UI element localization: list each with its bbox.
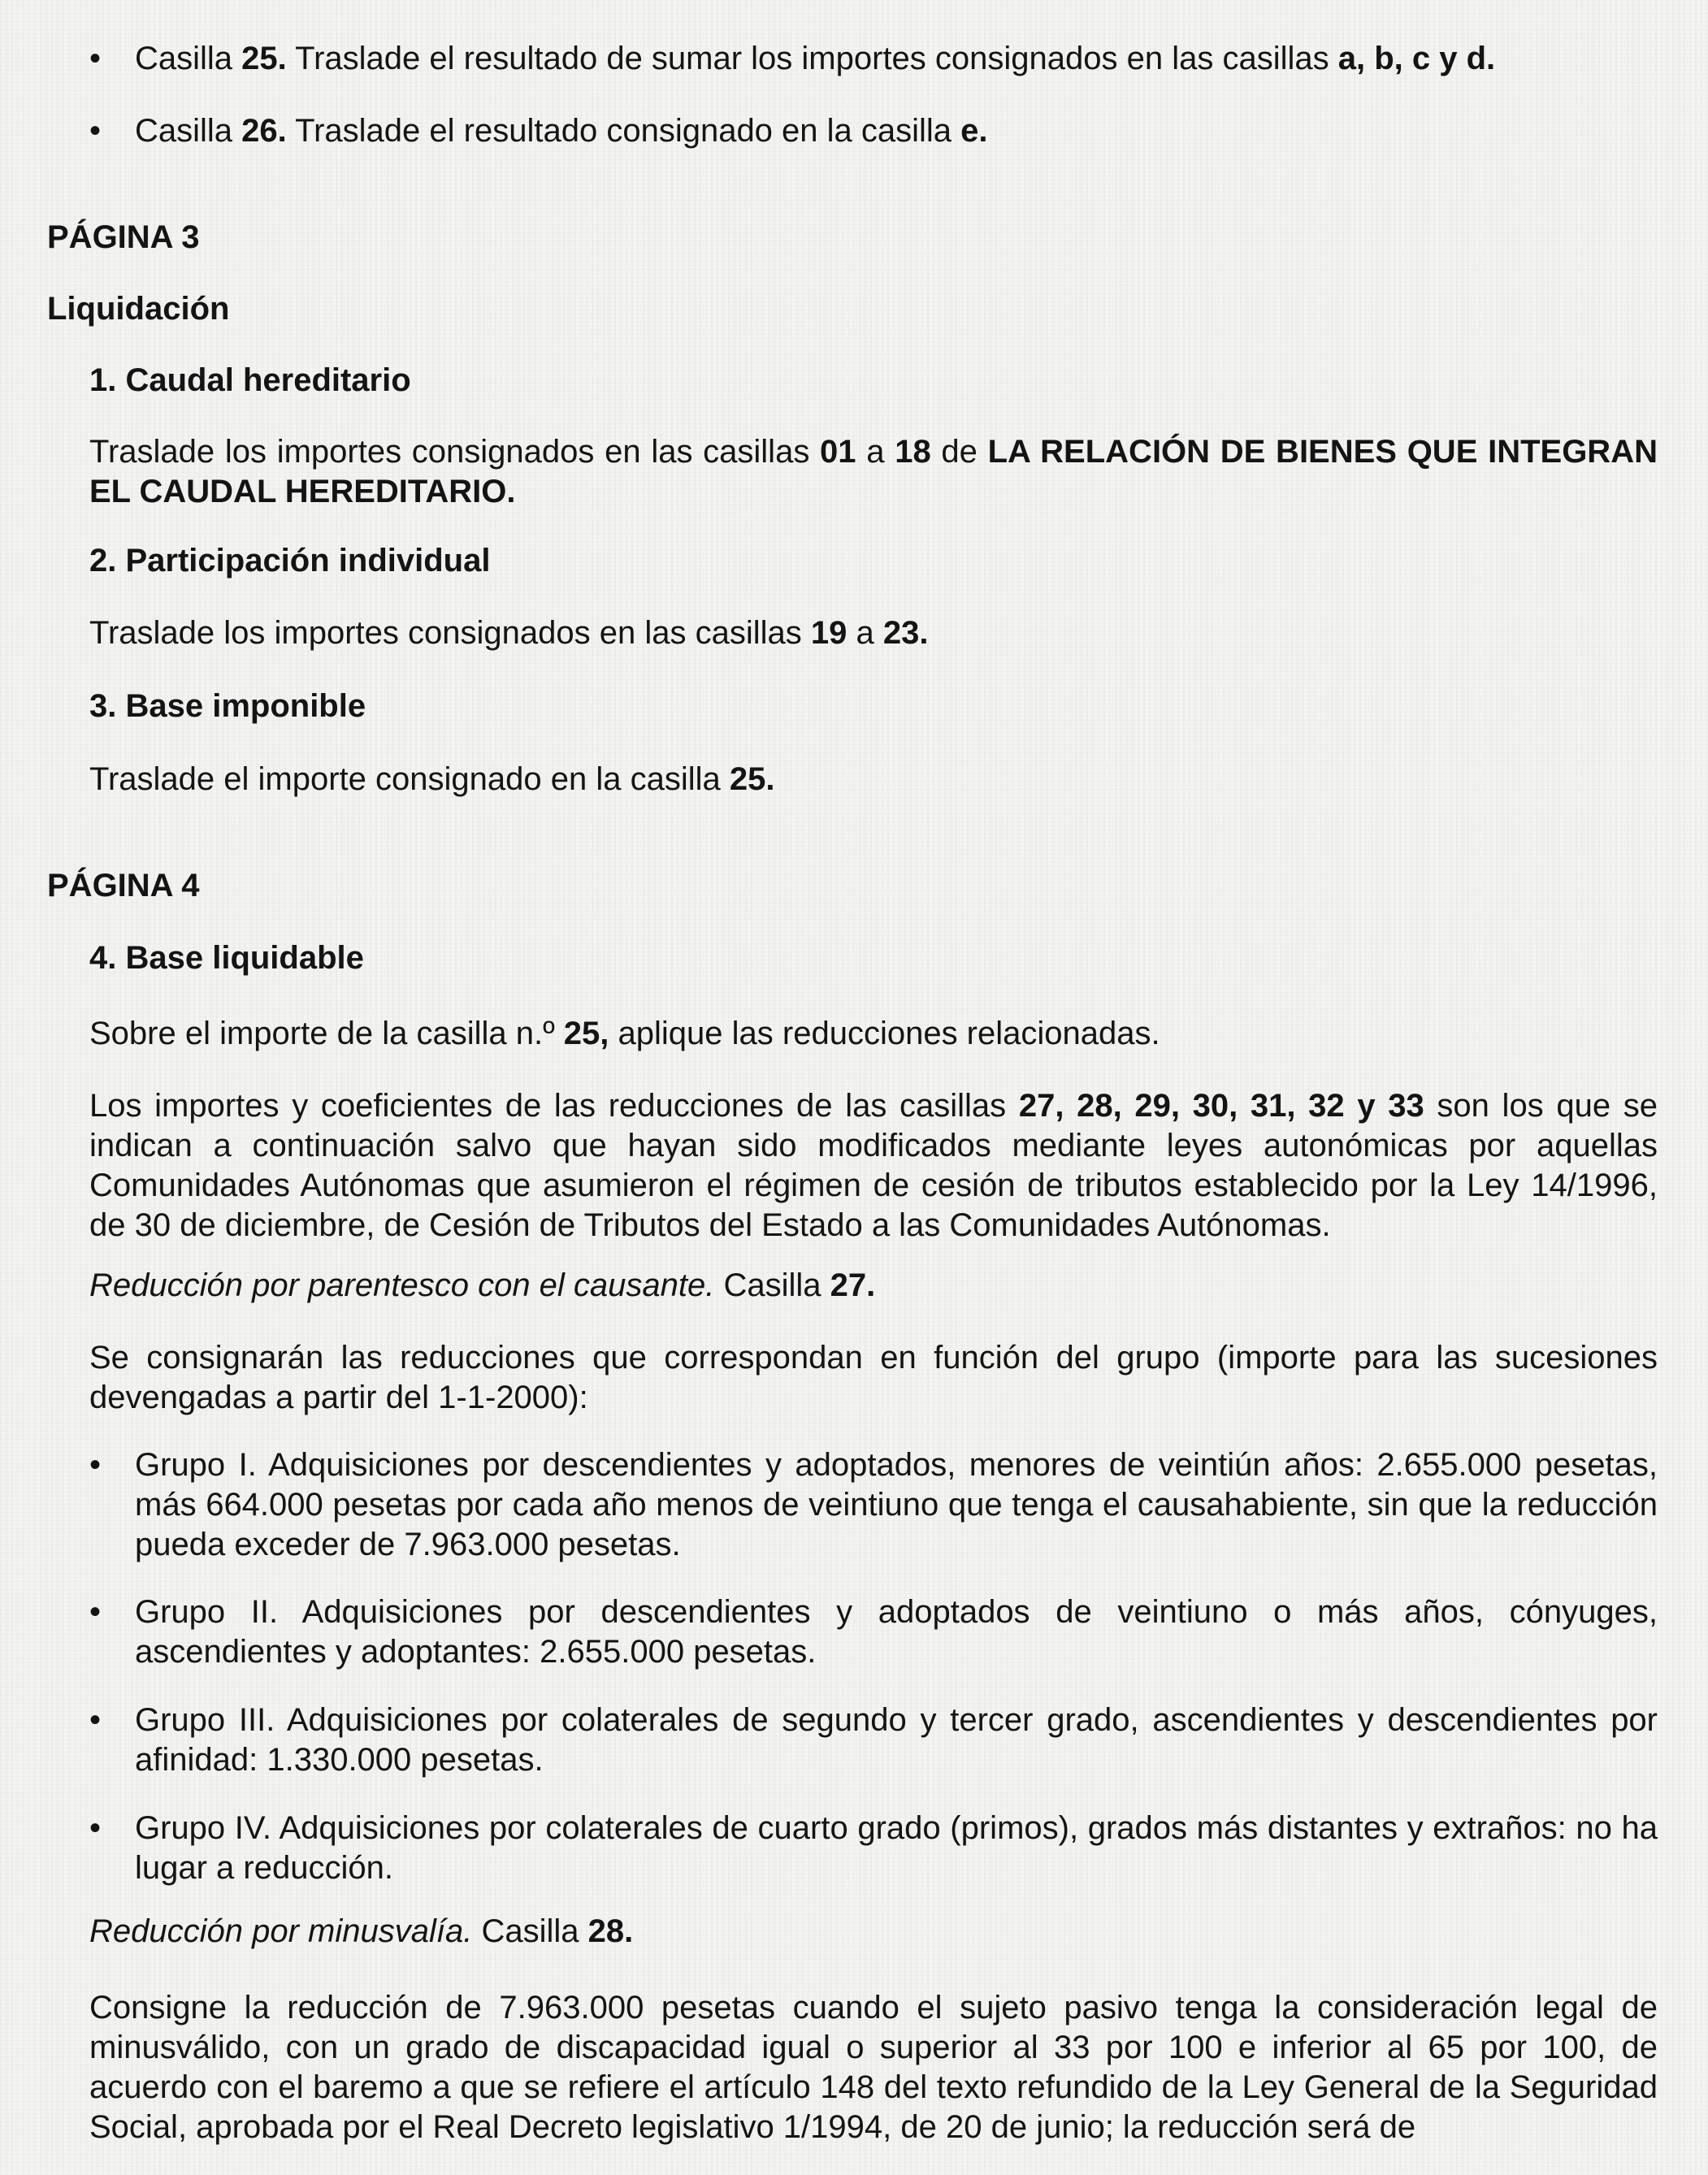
- bullet-dot: •: [89, 113, 102, 149]
- bullet-casilla-25: [89, 39, 1658, 79]
- page-3-heading: PÁGINA 3: [47, 219, 200, 255]
- reduccion-minusvalia-heading: Reducción por minusvalía. Casilla 28.: [89, 1913, 634, 1949]
- bullet-dot: •: [89, 41, 102, 76]
- casilla-26-text: Casilla 26. Traslade el resultado consignado en la casilla e.: [135, 113, 988, 149]
- page-4-heading: PÁGINA 4: [47, 868, 200, 903]
- grupo-item: [89, 1445, 1658, 1565]
- grupo-text: Grupo III. Adquisiciones por colaterales de segundo y tercer grado, ascendientes y descendientes por afinidad: 1.330.000 pesetas.: [135, 1702, 1658, 1778]
- bullet-dot: •: [89, 1810, 102, 1846]
- grupo-item: [89, 1701, 1658, 1780]
- section-caudal-hereditario-title: 1. Caudal hereditario: [89, 362, 411, 398]
- grupo-text: Grupo I. Adquisiciones por descendientes y adoptados, menores de veintiún años: 2.655.000 pesetas, más 664.000 pesetas por cada año menos de veintiuno que tenga el causahabiente, sin que la reducción pueda exceder de 7.963.000 pesetas.: [135, 1447, 1658, 1562]
- grupo-item: [89, 1809, 1658, 1888]
- section-participacion-title: 2. Participación individual: [89, 543, 491, 578]
- bullet-casilla-26: [89, 111, 1658, 151]
- liquidacion-heading: Liquidación: [47, 291, 230, 327]
- reduccion-minusvalia-text: Consigne la reducción de 7.963.000 pesetas cuando el sujeto pasivo tenga la consideración legal de minusválido, con un grado de discapacidad igual o superior al 33 por 100 e inferior al 65 por 100, de acuerdo con el baremo a que se refiere el artículo 148 del texto refundido de la Ley General de la Seguridad Social, aprobada por el Real Decreto legislativo 1/1994, de 20 de junio; la reducción será de: [89, 1990, 1658, 2145]
- section-caudal-hereditario-text: Traslade los importes consignados en las casillas 01 a 18 de LA RELACIÓN DE BIENES QUE INTEGRAN EL CAUDAL HEREDITARIO.: [89, 434, 1658, 509]
- base-liquidable-para-1: Sobre el importe de la casilla n.º 25, aplique las reducciones relacionadas.: [89, 1016, 1160, 1051]
- bullet-dot: •: [89, 1447, 102, 1483]
- reduccion-parentesco-intro: Se consignarán las reducciones que correspondan en función del grupo (importe para las sucesiones devengadas a partir del 1-1-2000):: [89, 1340, 1658, 1415]
- grupo-text: Grupo II. Adquisiciones por descendientes y adoptados de veintiuno o más años, cónyuges, ascendientes y adoptantes: 2.655.000 pesetas.: [135, 1594, 1658, 1670]
- grupo-text: Grupo IV. Adquisiciones por colaterales de cuarto grado (primos), grados más distantes y extraños: no ha lugar a reducción.: [135, 1810, 1658, 1886]
- grupo-item: [89, 1592, 1658, 1672]
- section-base-liquidable-title: 4. Base liquidable: [89, 940, 364, 976]
- casilla-25-text: Casilla 25. Traslade el resultado de sumar los importes consignados en las casillas a, b, c y d.: [135, 41, 1496, 76]
- bullet-dot: •: [89, 1702, 102, 1738]
- section-participacion-text: Traslade los importes consignados en las casillas 19 a 23.: [89, 615, 929, 651]
- section-base-imponible-text: Traslade el importe consignado en la casilla 25.: [89, 761, 775, 797]
- reduccion-parentesco-heading: Reducción por parentesco con el causante. Casilla 27.: [89, 1267, 876, 1303]
- bullet-dot: •: [89, 1594, 102, 1630]
- section-base-imponible-title: 3. Base imponible: [89, 688, 366, 724]
- base-liquidable-para-2: Los importes y coeficientes de las reducciones de las casillas 27, 28, 29, 30, 31, 32 y 33 son los que se indican a continuación salvo que hayan sido modificados mediante leyes autonómicas por aquellas Comunidades Autónomas que asumieron el régimen de cesión de tributos establecido por la Ley 14/1996, de 30 de diciembre, de Cesión de Tributos del Estado a las Comunidades Autónomas.: [89, 1088, 1658, 1243]
